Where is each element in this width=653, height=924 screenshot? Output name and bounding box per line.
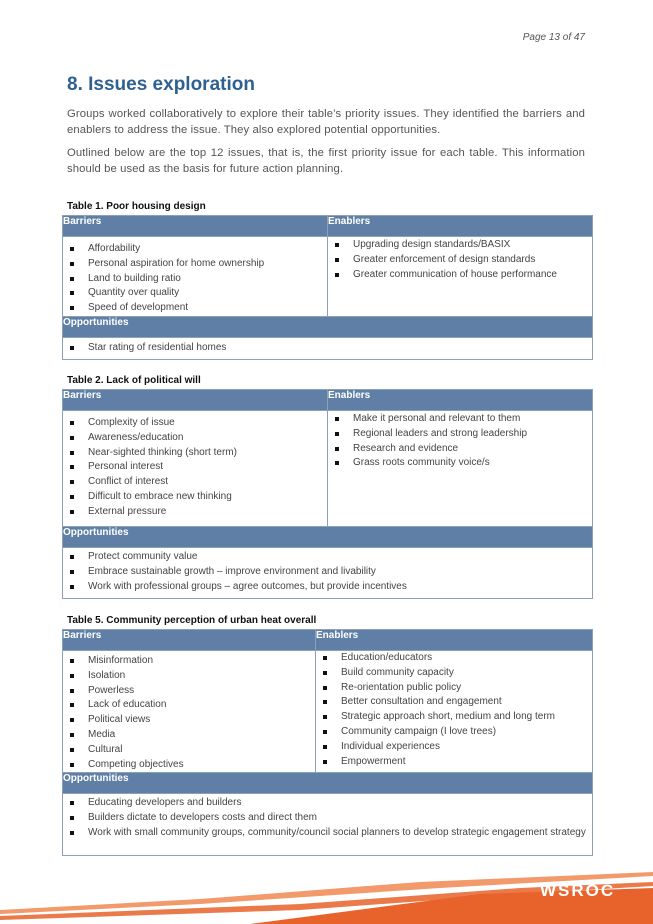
table-caption: Table 1. Poor housing design <box>67 201 206 212</box>
opportunities-cell <box>63 794 593 856</box>
wsroc-logo: WSROC <box>540 881 616 900</box>
list-item: Education/educators <box>322 651 592 666</box>
list-item: Protect community value <box>69 550 592 565</box>
enablers-cell <box>328 411 593 527</box>
list-item: Work with small community groups, community/council social planners to develop strategic engagement strategy <box>69 826 592 841</box>
section-title: 8. Issues exploration <box>67 74 255 95</box>
enablers-header: Enablers <box>328 216 593 237</box>
list-item: Build community capacity <box>322 666 592 681</box>
barriers-header: Barriers <box>63 216 328 237</box>
opportunities-cell <box>63 548 593 599</box>
list-item: Cultural <box>69 743 315 758</box>
intro <box>67 107 585 185</box>
list-item: Speed of development <box>69 301 327 316</box>
enablers-cell <box>328 237 593 317</box>
page-number: Page 13 of 47 <box>522 32 585 43</box>
enablers-list <box>328 411 592 471</box>
list-item: Educating developers and builders <box>69 796 592 811</box>
list-item: Better consultation and engagement <box>322 695 592 710</box>
barriers-cell <box>63 237 328 317</box>
list-item: Competing objectives <box>69 758 315 773</box>
list-item: Difficult to embrace new thinking <box>69 490 327 505</box>
enablers-cell <box>316 651 593 773</box>
opportunities-header: Opportunities <box>63 773 593 794</box>
list-item: Work with professional groups – agree outcomes, but provide incentives <box>69 580 592 595</box>
list-item: Quantity over quality <box>69 286 327 301</box>
list-item: Personal interest <box>69 460 327 475</box>
intro-paragraph: Groups worked collaboratively to explore their table’s priority issues. They identified the barriers and enablers to address the issue. They also explored potential opportunities. <box>67 108 585 136</box>
list-item: Near-sighted thinking (short term) <box>69 446 327 461</box>
issue-table-5 <box>62 629 593 856</box>
list-item: Grass roots community voice/s <box>334 456 592 471</box>
opportunities-header: Opportunities <box>63 527 593 548</box>
list-item: Greater communication of house performance <box>334 268 592 283</box>
list-item: Make it personal and relevant to them <box>334 412 592 427</box>
list-item: Regional leaders and strong leadership <box>334 427 592 442</box>
list-item: Upgrading design standards/BASIX <box>334 238 592 253</box>
list-item: Lack of education <box>69 698 315 713</box>
barriers-cell <box>63 411 328 527</box>
table-caption: Table 2. Lack of political will <box>67 375 201 386</box>
list-item: Community campaign (I love trees) <box>322 725 592 740</box>
enablers-list <box>316 651 592 769</box>
list-item: Media <box>69 728 315 743</box>
issue-table-1 <box>62 215 593 360</box>
list-item: Isolation <box>69 669 315 684</box>
list-item: External pressure <box>69 505 327 520</box>
list-item: Affordability <box>69 242 327 257</box>
enablers-header: Enablers <box>328 390 593 411</box>
list-item: Greater enforcement of design standards <box>334 253 592 268</box>
list-item: Political views <box>69 713 315 728</box>
barriers-list <box>63 651 315 772</box>
list-item: Conflict of interest <box>69 475 327 490</box>
list-item: Land to building ratio <box>69 272 327 287</box>
intro-paragraph: Outlined below are the top 12 issues, that is, the first priority issue for each table. This information should be used as the basis for future action planning. <box>67 147 585 175</box>
list-item: Individual experiences <box>322 740 592 755</box>
list-item: Embrace sustainable growth – improve environment and livability <box>69 565 592 580</box>
barriers-list <box>63 411 327 520</box>
list-item: Misinformation <box>69 654 315 669</box>
opportunities-list <box>63 338 592 356</box>
list-item: Research and evidence <box>334 442 592 457</box>
enablers-header: Enablers <box>316 630 593 651</box>
list-item: Builders dictate to developers costs and direct them <box>69 811 592 826</box>
enablers-list <box>328 237 592 282</box>
opportunities-header: Opportunities <box>63 316 593 337</box>
list-item: Re-orientation public policy <box>322 681 592 696</box>
list-item: Star rating of residential homes <box>69 341 592 356</box>
list-item: Awareness/education <box>69 431 327 446</box>
list-item: Empowerment <box>322 755 592 770</box>
list-item: Strategic approach short, medium and long term <box>322 710 592 725</box>
list-item: Complexity of issue <box>69 416 327 431</box>
barriers-cell <box>63 651 316 773</box>
list-item: Personal aspiration for home ownership <box>69 257 327 272</box>
barriers-header: Barriers <box>63 630 316 651</box>
opportunities-list <box>63 548 592 594</box>
table-caption: Table 5. Community perception of urban heat overall <box>67 615 317 626</box>
barriers-list <box>63 237 327 316</box>
barriers-header: Barriers <box>63 390 328 411</box>
opportunities-cell <box>63 337 593 359</box>
list-item: Powerless <box>69 684 315 699</box>
issue-table-2 <box>62 389 593 599</box>
opportunities-list <box>63 794 592 840</box>
